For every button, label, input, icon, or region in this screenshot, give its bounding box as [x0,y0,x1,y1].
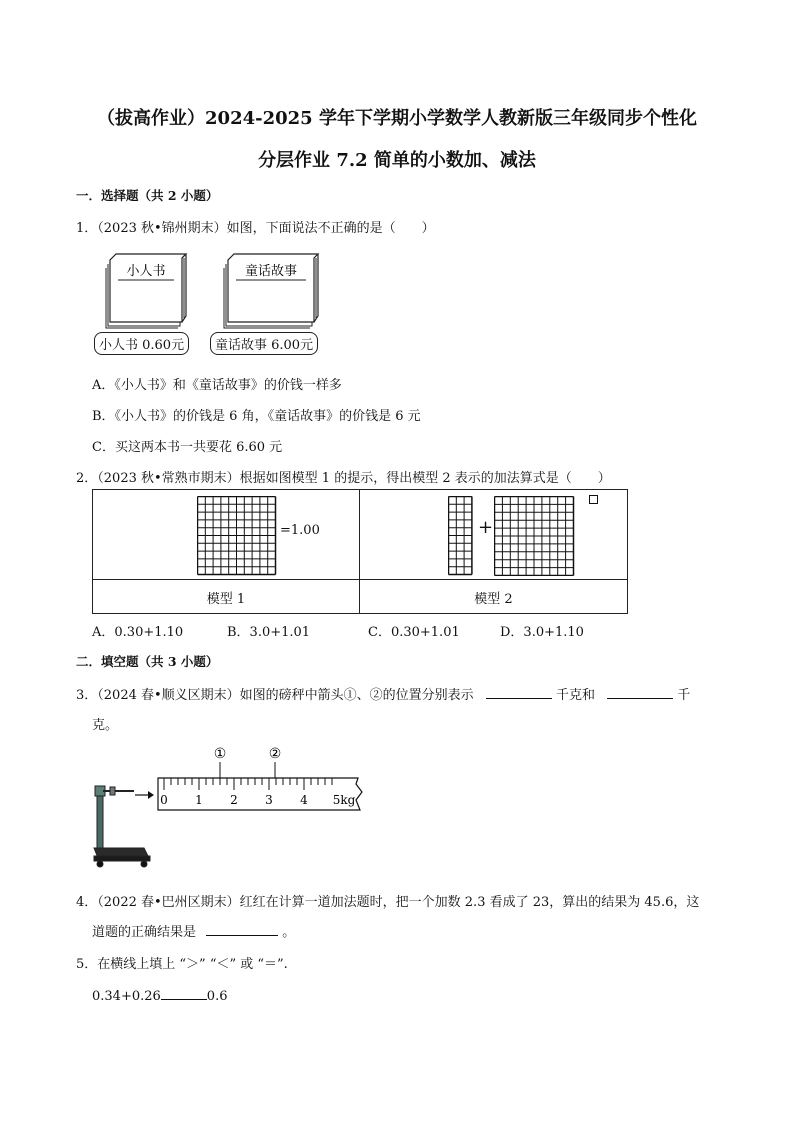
question-4-period: 。 [282,925,296,940]
question-3-unit-1: 千克和 [555,688,595,703]
arrow-marker-1: ① [213,746,227,762]
question-1-stem: 1．（2023 秋•锦州期末）如图，下面说法不正确的是（ ） [76,221,435,236]
question-3-stem-line1 [76,684,690,703]
answer-blank-4[interactable] [161,985,207,1000]
question-2-option-d: D．3.0+1.10 [500,625,584,640]
scale-label-1: 1 [195,793,203,807]
question-1-option-a: A．《小人书》和《童话故事》的价钱一样多 [92,378,342,393]
question-3-stem-line2: 克。 [92,718,119,733]
question-1-option-c: C．买这两本书一共要花 6.60 元 [92,440,283,455]
book-1-cover-text: 小人书 [126,264,166,279]
question-2-option-b: B．3.0+1.01 [227,625,311,640]
platform-scale-figure [88,740,378,870]
question-5-left-expr: 0.34+0.26 [92,989,161,1004]
section-heading-fill: 二．填空题（共 3 小题） [76,654,219,669]
answer-blank-1[interactable] [486,684,552,699]
book-1-price-tag: 小人书 0.60元 [94,332,189,355]
question-4-stem-line1: 4．（2022 春•巴州区期末）红红在计算一道加法题时，把一个加数 2.3 看成了 23，算出的结果为 45.6，这 [76,895,700,910]
scale-label-2: 2 [230,793,238,807]
question-3-stem-text: 3．（2024 春•顺义区期末）如图的磅秤中箭头①、②的位置分别表示 [76,688,474,703]
books-illustration [96,246,336,330]
question-2-option-c: C．0.30+1.01 [368,625,460,640]
answer-blank-2[interactable] [607,684,673,699]
model-2-label: 模型 2 [474,592,513,607]
model-2-tenths-grid [448,496,474,576]
model-1-equals-label: =1.00 [280,523,320,538]
model-1-label: 模型 1 [206,592,246,607]
section-heading-choice: 一．选择题（共 2 小题） [76,188,219,203]
model-1-hundred-grid [197,496,277,576]
page-title-line2: 分层作业 7.2 简单的小数加、减法 [258,150,536,171]
model-table [92,489,628,614]
arrow-marker-2: ② [268,746,282,762]
book-2-price-tag: 童话故事 6.00元 [210,332,318,355]
question-4-stem-text: 道题的正确结果是 [92,925,197,940]
scale-label-3: 3 [265,793,273,807]
question-5-stem: 5．在横线上填上 “＞” “＜” 或 “＝”. [76,957,288,972]
model-2-plus-sign: + [478,517,494,538]
page-title-line1: （拔高作业）2024-2025 学年下学期小学数学人教新版三年级同步个性化 [97,108,697,129]
answer-blank-3[interactable] [206,921,278,936]
question-5-right-expr: 0.6 [206,989,228,1004]
book-2-cover-text: 童话故事 [244,264,298,279]
question-3-unit-2: 千 [677,688,691,703]
model-2-single-square [589,495,599,505]
question-2-stem: 2．（2023 秋•常熟市期末）根据如图模型 1 的提示，得出模型 2 表示的加法算式是（ ） [76,471,611,486]
question-2-option-a: A．0.30+1.10 [92,625,184,640]
scale-label-5kg: 5kg [332,793,356,807]
platform-scale-icon [94,786,150,867]
question-1-option-b: B．《小人书》的价钱是 6 角，《童话故事》的价钱是 6 元 [92,409,421,424]
question-4-stem-line2 [92,921,295,940]
scale-label-0: 0 [160,793,168,807]
model-2-hundred-grid [494,496,576,576]
question-5-expression [92,985,227,1004]
scale-label-4: 4 [300,793,308,807]
